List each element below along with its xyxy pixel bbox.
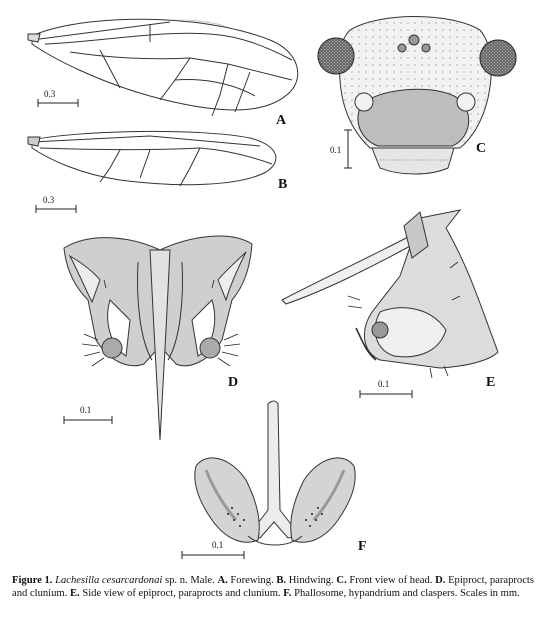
panel-label-d: D xyxy=(228,375,239,390)
figure-caption xyxy=(12,574,534,600)
caption-species-name: Lachesilla cesarcardonai xyxy=(55,575,163,586)
side-view-scale-bar xyxy=(360,390,412,398)
epiproct-drawing xyxy=(64,236,252,440)
head-scale-value: 0.1 xyxy=(330,145,342,155)
hindwing-scale-value: 0.3 xyxy=(43,195,55,205)
caption-key-e: E. xyxy=(69,588,80,599)
hindwing-scale-bar xyxy=(36,205,76,213)
panel-label-a: A xyxy=(276,113,287,128)
caption-figure-label: Figure 1. xyxy=(12,575,53,586)
caption-key-f: F. xyxy=(283,588,292,599)
caption-key-a: A. xyxy=(217,575,228,586)
phallosome-scale-bar xyxy=(182,551,244,559)
forewing-drawing xyxy=(28,19,298,116)
caption-key-b: B. xyxy=(276,575,287,586)
caption-text-a: Forewing. xyxy=(227,575,277,586)
caption-text: sp. n. Male. xyxy=(162,575,218,586)
hindwing-drawing xyxy=(28,131,276,186)
panel-label-f: F xyxy=(358,539,367,554)
caption-text-f: Phallosome, hypandrium and claspers. Scales in mm. xyxy=(291,588,520,599)
panel-label-e: E xyxy=(486,375,496,390)
forewing-scale-value: 0.3 xyxy=(44,89,56,99)
phallosome-drawing xyxy=(195,401,355,545)
caption-key-d: D. xyxy=(435,575,446,586)
epiproct-scale-value: 0.1 xyxy=(80,405,92,415)
caption-text-d: Epiproct, paraprocts and clunium. xyxy=(12,575,534,599)
side-view-scale-value: 0.1 xyxy=(378,379,390,389)
head-scale-bar xyxy=(344,130,352,168)
epiproct-scale-bar xyxy=(64,416,112,424)
phallosome-scale-value: 0.1 xyxy=(212,540,224,550)
forewing-scale-bar xyxy=(38,99,78,107)
panel-label-c: C xyxy=(476,141,487,156)
panel-label-b: B xyxy=(278,177,288,192)
caption-text-c: Front view of head. xyxy=(346,575,436,586)
caption-key-c: C. xyxy=(336,575,347,586)
side-view-drawing xyxy=(282,210,498,368)
caption-text-e: Side view of epiproct, paraprocts and clunium. xyxy=(79,588,284,599)
caption-text-b: Hindwing. xyxy=(286,575,337,586)
